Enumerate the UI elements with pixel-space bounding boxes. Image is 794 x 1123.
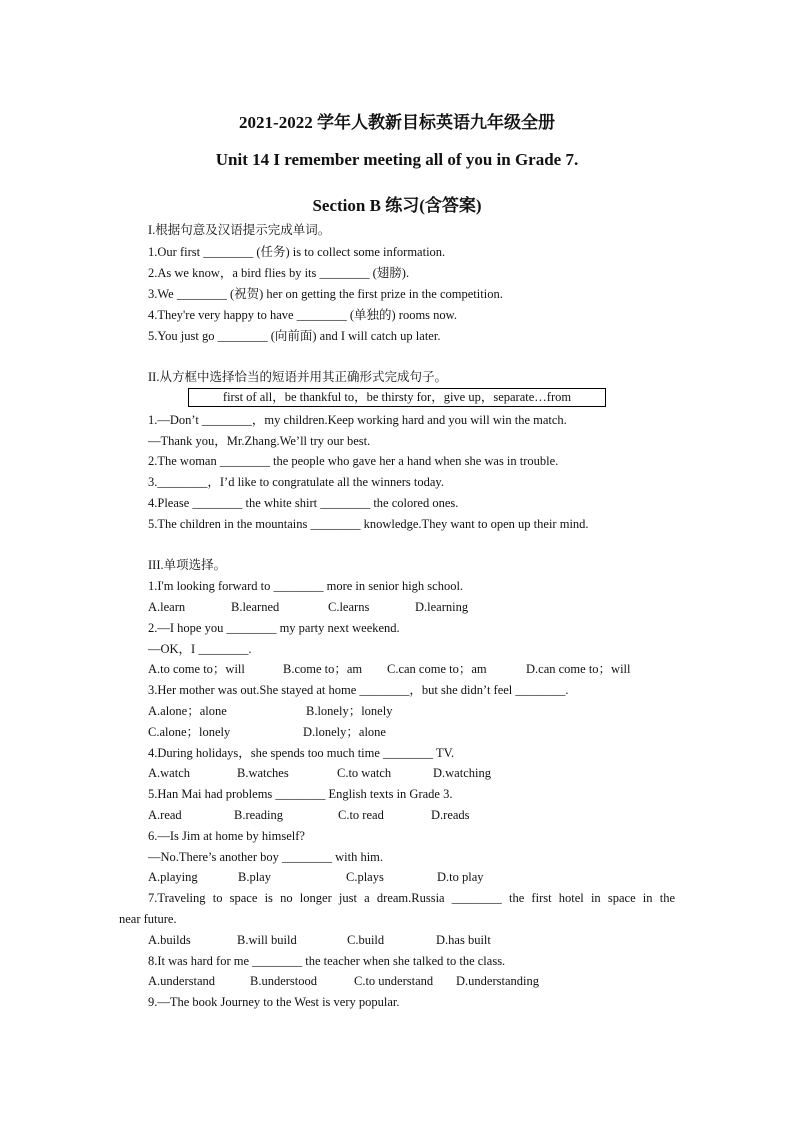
option: D.lonely；alone xyxy=(303,725,386,739)
options-q8 xyxy=(148,973,539,989)
question-7-cont: near future. xyxy=(119,912,177,926)
option: D.can come to；will xyxy=(526,662,631,676)
option: A.builds xyxy=(148,933,191,947)
part1-item: 3.We ________ (祝贺) her on getting the first prize in the competition. xyxy=(148,287,503,301)
option: A.watch xyxy=(148,766,190,780)
option: B.watches xyxy=(237,766,289,780)
option: C.plays xyxy=(346,870,384,884)
option: C.learns xyxy=(328,600,370,614)
option: A.read xyxy=(148,808,182,822)
options-q6 xyxy=(148,869,484,885)
option: D.learning xyxy=(415,600,469,614)
part2-item: 5.The children in the mountains ________ knowledge.They want to open up their mind. xyxy=(148,517,589,531)
option: D.watching xyxy=(433,766,491,780)
option: B.learned xyxy=(231,600,280,614)
part1-item: 1.Our first ________ (任务) is to collect some information. xyxy=(148,245,446,259)
part3-heading: III.单项选择。 xyxy=(148,558,227,572)
option: C.can come to；am xyxy=(387,662,487,676)
options-q4 xyxy=(148,765,491,781)
question-1: 1.I'm looking forward to ________ more in senior high school. xyxy=(148,579,464,593)
part1-item: 5.You just go ________ (向前面) and I will catch up later. xyxy=(148,329,441,343)
option: C.to understand xyxy=(354,974,434,988)
option: D.reads xyxy=(431,808,470,822)
options-q2 xyxy=(148,661,631,677)
question-2-response: —OK，I ________. xyxy=(148,642,252,656)
question-7: 7.Traveling to space is no longer just a dream.Russia ________ the first hotel in space in the xyxy=(148,891,675,905)
option: B.reading xyxy=(234,808,283,822)
question-6: 6.—Is Jim at home by himself? xyxy=(148,829,305,843)
option: C.to watch xyxy=(337,766,392,780)
phrase-box: first of all，be thankful to，be thirsty for，give up，separate…from xyxy=(188,388,606,407)
option: B.will build xyxy=(237,933,297,947)
part2-item: 4.Please ________ the white shirt ________ the colored ones. xyxy=(148,496,459,510)
option: B.come to；am xyxy=(283,662,363,676)
part1-item: 4.They're very happy to have ________ (单独的) rooms now. xyxy=(148,308,458,322)
question-2: 2.—I hope you ________ my party next weekend. xyxy=(148,621,400,635)
part1-heading: I.根据句意及汉语提示完成单词。 xyxy=(148,223,331,237)
part2-item: —Thank you，Mr.Zhang.We’ll try our best. xyxy=(148,434,371,448)
option: A.alone；alone xyxy=(148,704,227,718)
part1-item: 2.As we know，a bird flies by its ________ (翅膀). xyxy=(148,266,410,280)
option: C.build xyxy=(347,933,385,947)
options-q3-row2 xyxy=(148,724,386,740)
question-5: 5.Han Mai had problems ________ English texts in Grade 3. xyxy=(148,787,453,801)
option: A.to come to；will xyxy=(148,662,245,676)
question-8: 8.It was hard for me ________ the teacher when she talked to the class. xyxy=(148,954,506,968)
part2-item: 2.The woman ________ the people who gave her a hand when she was in trouble. xyxy=(148,454,559,468)
options-q7 xyxy=(148,932,491,948)
part2-item: 1.—Don’t ________，my children.Keep working hard and you will win the match. xyxy=(148,413,567,427)
doc-title-section: Section B 练习(含答案) xyxy=(312,196,482,215)
option: B.play xyxy=(238,870,271,884)
option: C.to read xyxy=(338,808,384,822)
question-3: 3.Her mother was out.She stayed at home ________，but she didn’t feel ________. xyxy=(148,683,569,697)
part2-item: 3.________，I’d like to congratulate all the winners today. xyxy=(148,475,444,489)
question-6-response: —No.There’s another boy ________ with him. xyxy=(148,850,384,864)
option: D.has built xyxy=(436,933,491,947)
options-q1 xyxy=(148,599,468,615)
option: B.lonely；lonely xyxy=(306,704,393,718)
question-4: 4.During holidays，she spends too much time ________ TV. xyxy=(148,746,455,760)
option: D.understanding xyxy=(456,974,539,988)
doc-title-unit: Unit 14 I remember meeting all of you in Grade 7. xyxy=(215,150,579,169)
option: B.understood xyxy=(250,974,318,988)
doc-title-year: 2021-2022 学年人教新目标英语九年级全册 xyxy=(239,113,555,132)
option: A.learn xyxy=(148,600,186,614)
question-9: 9.—The book Journey to the West is very popular. xyxy=(148,995,400,1009)
option: D.to play xyxy=(437,870,484,884)
option: A.playing xyxy=(148,870,198,884)
options-q5 xyxy=(148,807,470,823)
option: A.understand xyxy=(148,974,215,988)
options-q3-row1 xyxy=(148,703,392,719)
part2-heading: II.从方框中选择恰当的短语并用其正确形式完成句子。 xyxy=(148,370,447,384)
option: C.alone；lonely xyxy=(148,725,231,739)
